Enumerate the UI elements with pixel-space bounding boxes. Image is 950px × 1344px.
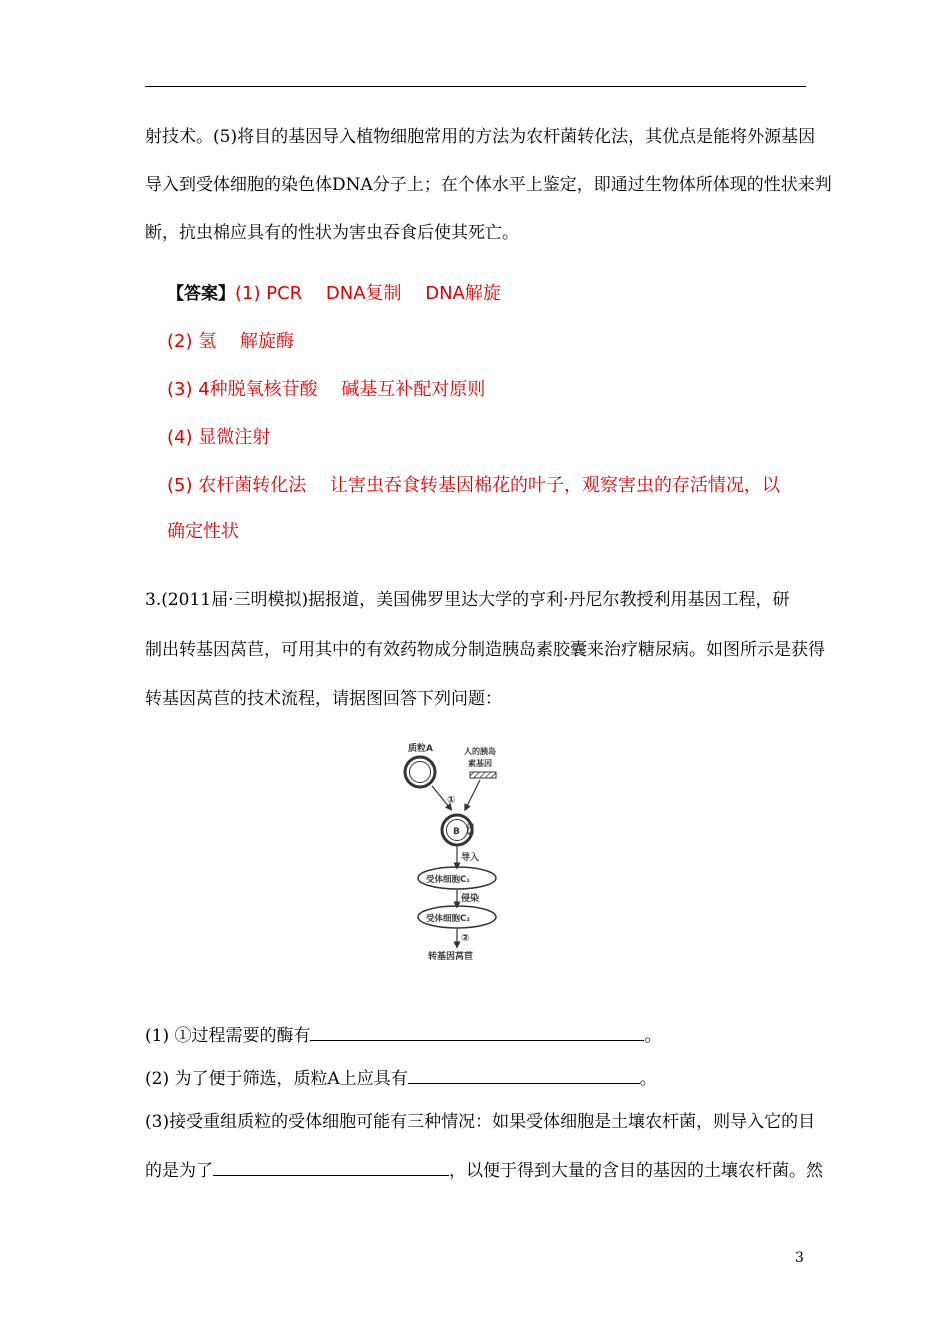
page-number: 3 <box>795 1250 804 1266</box>
step-2-label: ② <box>461 933 470 944</box>
step-1-label: ① <box>447 795 456 806</box>
transgenic-lettuce-label: 转基因莴苣 <box>428 952 474 962</box>
answer-label: 【答案】 <box>167 284 235 304</box>
question-3-end: ，以便于得到大量的含目的基因的土壤农杆菌。然 <box>449 1161 823 1181</box>
question-3-line-1: (3)接受重组质粒的受体细胞可能有三种情况：如果受体细胞是土壤农杆菌，则导入它的目 <box>145 1112 816 1132</box>
gene-label-line-1: 人的胰岛 <box>464 747 496 756</box>
question-1-blank[interactable] <box>310 1024 644 1041</box>
answer-part-4: (4) 显微注射 <box>167 427 271 448</box>
question3-line-3: 转基因莴苣的技术流程，请据图回答下列问题： <box>145 689 502 709</box>
plasmid-b-label: B <box>453 827 460 837</box>
process-diagram <box>400 738 515 968</box>
question-1-text: (1) ①过程需要的酶有 <box>145 1026 311 1046</box>
answer-part-1: (1) PCR DNA复制 DNA解旋 <box>235 283 501 304</box>
question-2-text: (2) 为了便于筛选，质粒A上应具有 <box>145 1069 408 1089</box>
plasmid-a-label: 质粒A <box>408 744 433 754</box>
question-2-blank[interactable] <box>408 1067 640 1084</box>
plasmid-a-ring <box>405 757 435 787</box>
cell-c2-label: 受体细胞C₂ <box>426 914 470 924</box>
gene-arrow <box>466 780 480 808</box>
question-1-end: 。 <box>644 1026 662 1046</box>
question-2 <box>145 1067 657 1090</box>
insulin-gene-segment <box>470 772 496 778</box>
import-label: 导入 <box>461 853 480 863</box>
question-3-line-2 <box>145 1159 823 1182</box>
paragraph-line-2: 导入到受体细胞的染色体DNA分子上；在个体水平上鉴定，即通过生物体所体现的性状来判 <box>145 175 832 195</box>
infect-label: 侵染 <box>461 894 480 904</box>
paragraph-line-1: 射技术。(5)将目的基因导入植物细胞常用的方法为农杆菌转化法，其优点是能将外源基因 <box>145 127 816 147</box>
answer-part-6: 确定性状 <box>167 521 239 542</box>
question-3-blank[interactable] <box>213 1159 449 1176</box>
question-1 <box>145 1024 661 1047</box>
gene-label-line-2: 素基因 <box>468 759 492 768</box>
header-rule <box>145 86 806 87</box>
answer-line-1 <box>167 283 501 305</box>
answer-part-2: (2) 氢 解旋酶 <box>167 331 294 352</box>
answer-part-3: (3) 4种脱氧核苷酸 碱基互补配对原则 <box>167 379 486 400</box>
question-3-text: 的是为了 <box>145 1161 213 1181</box>
question3-line-1: 3.(2011届·三明模拟)据报道，美国佛罗里达大学的亨利·丹尼尔教授利用基因工程，研 <box>145 590 790 610</box>
answer-part-5: (5) 农杆菌转化法 让害虫吞食转基因棉花的叶子，观察害虫的存活情况，以 <box>167 475 780 496</box>
paragraph-line-3: 断，抗虫棉应具有的性状为害虫吞食后使其死亡。 <box>145 223 519 243</box>
question3-line-2: 制出转基因莴苣，可用其中的有效药物成分制造胰岛素胶囊来治疗糖尿病。如图所示是获得 <box>145 640 825 660</box>
cell-c1-label: 受体细胞C₁ <box>426 875 470 885</box>
question-2-end: 。 <box>639 1069 657 1089</box>
